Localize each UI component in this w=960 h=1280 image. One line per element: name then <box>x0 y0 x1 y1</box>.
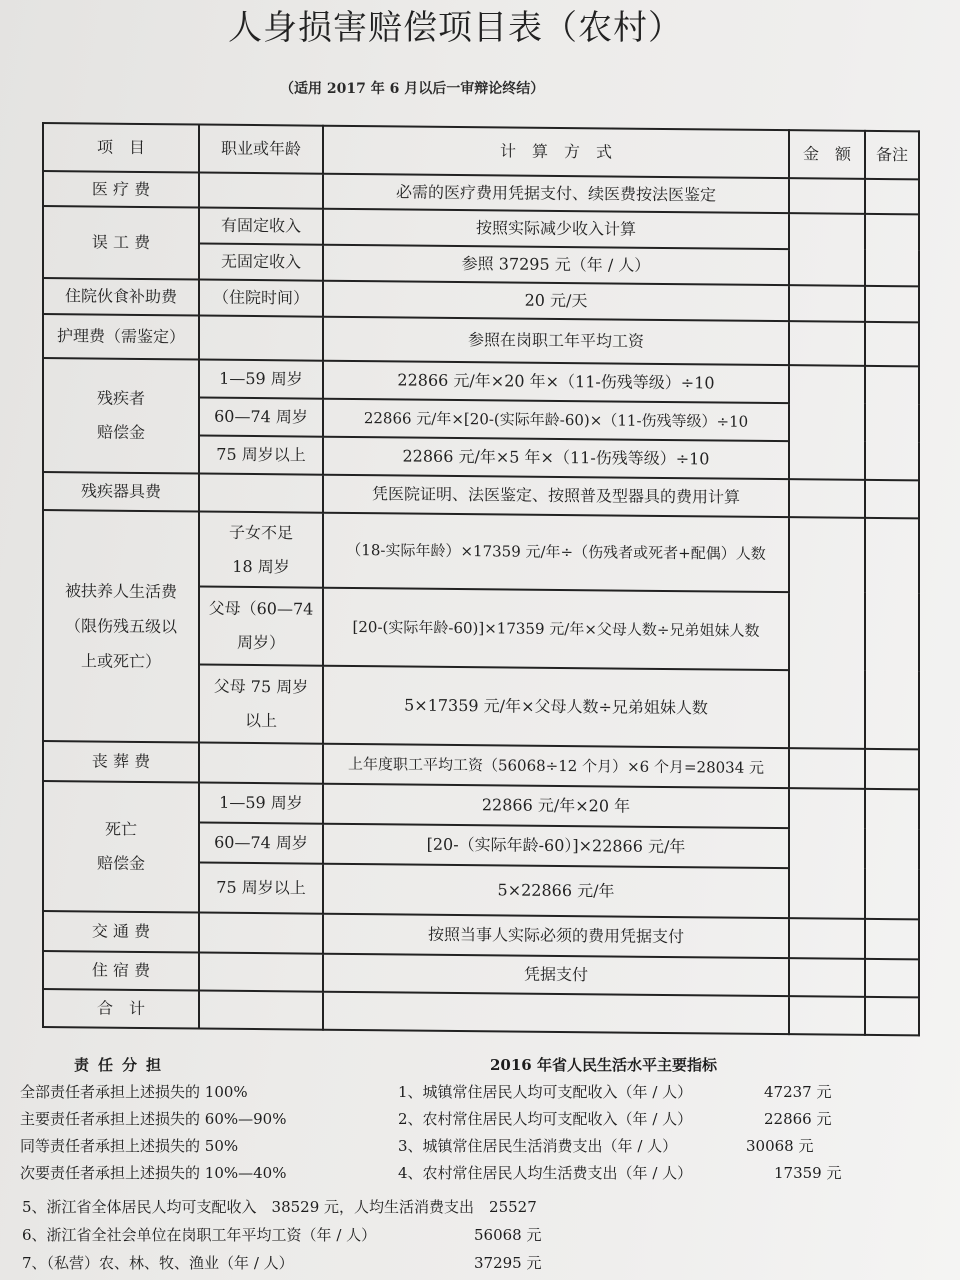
responsibility-section <box>20 1052 286 1187</box>
indicator-label: 7、（私营）农、林、牧、渔业（年 / 人） <box>22 1254 294 1272</box>
table-row <box>43 510 919 593</box>
item-cell: 护理费（需鉴定） <box>43 314 199 359</box>
age-cell <box>199 587 323 666</box>
note-cell[interactable] <box>865 366 919 481</box>
calc-cell: 按照当事人实际必须的费用凭据支付 <box>323 914 789 958</box>
calc-cell: 上年度职工平均工资（56068÷12 个月）×6 个月=28034 元 <box>323 744 789 788</box>
indicators-section <box>398 1052 842 1187</box>
indicators-heading: 2016 年省人民生活水平主要指标 <box>490 1056 717 1074</box>
note-cell[interactable] <box>865 518 919 750</box>
responsibility-item: 全部责任者承担上述损失的 100% <box>20 1083 248 1101</box>
item-line: 残疾者 <box>96 388 145 409</box>
document-subtitle: （适用 2017 年 6 月以后一审辩论终结） <box>280 81 545 97</box>
item-cell: 住院伙食补助费 <box>43 278 199 315</box>
indicator-label: 6、浙江省全社会单位在岗职工年平均工资（年 / 人） <box>22 1226 377 1244</box>
calc-cell: 5×17359 元/年×父母人数÷兄弟姐妹人数 <box>323 666 789 748</box>
responsibility-item: 主要责任者承担上述损失的 60%—90% <box>20 1110 287 1128</box>
note-cell[interactable] <box>865 286 919 323</box>
note-cell[interactable] <box>865 749 919 790</box>
age-cell: 60—74 周岁 <box>199 823 323 864</box>
age-line: 18 周岁 <box>232 556 290 576</box>
note-cell[interactable] <box>865 789 919 920</box>
calc-cell: 必需的医疗费用凭据支付、续医费按法医鉴定 <box>323 174 789 213</box>
indicator-row <box>398 1160 842 1187</box>
item-cell: 合 计 <box>43 989 199 1028</box>
header-note: 备注 <box>865 131 919 180</box>
item-cell <box>43 781 199 912</box>
age-line: 子女不足 <box>228 522 293 543</box>
table-header-row <box>43 123 919 179</box>
item-cell: 丧 葬 费 <box>43 741 199 782</box>
age-cell <box>199 743 323 784</box>
indicator-row <box>22 1221 542 1249</box>
amount-cell[interactable] <box>789 285 865 322</box>
amount-cell[interactable] <box>789 479 865 518</box>
header-item: 项 目 <box>43 123 199 172</box>
age-cell: 1—59 周岁 <box>199 783 323 824</box>
age-cell: 60—74 周岁 <box>199 398 323 437</box>
indicator-label: 2、农村常住居民人均可支配收入（年 / 人） <box>398 1110 693 1128</box>
item-cell <box>43 510 199 742</box>
age-line: 周岁） <box>236 632 285 653</box>
indicator-value: 17359 元 <box>774 1164 842 1182</box>
calc-cell: 22866 元/年×[20-(实际年龄-60)×（11-伤残等级）÷10 <box>323 399 789 441</box>
indicator-value: 22866 元 <box>764 1110 832 1128</box>
calc-cell: 凭据支付 <box>323 954 789 996</box>
indicator-value: 30068 元 <box>746 1137 814 1155</box>
item-line: 上或死亡） <box>80 651 161 672</box>
calc-cell: 22866 元/年×20 年×（11-伤残等级）÷10 <box>323 361 789 403</box>
extra-indicators <box>22 1193 542 1277</box>
indicator-label: 1、城镇常住居民人均可支配收入（年 / 人） <box>398 1083 693 1101</box>
note-cell[interactable] <box>865 322 919 367</box>
responsibility-heading: 责任分担 <box>74 1056 171 1074</box>
indicator-label: 3、城镇常住居民生活消费支出（年 / 人） <box>398 1137 678 1155</box>
note-cell[interactable] <box>865 919 919 960</box>
amount-cell[interactable] <box>789 178 865 214</box>
age-cell <box>199 173 323 209</box>
age-cell: 无固定收入 <box>199 244 323 281</box>
item-cell: 住 宿 费 <box>43 951 199 990</box>
item-cell <box>43 358 199 473</box>
age-cell <box>199 953 323 992</box>
age-cell <box>199 665 323 744</box>
age-cell: 75 周岁以上 <box>199 436 323 475</box>
calc-cell: 凭医院证明、法医鉴定、按照普及型器具的费用计算 <box>323 475 789 517</box>
age-cell: 75 周岁以上 <box>199 863 323 914</box>
calc-cell <box>323 992 789 1034</box>
indicator-row <box>398 1106 842 1133</box>
indicator-row <box>22 1193 542 1221</box>
age-line: 父母 75 周岁 <box>213 677 309 697</box>
header-amount: 金 额 <box>789 130 865 179</box>
note-cell[interactable] <box>865 997 919 1036</box>
header-calc: 计 算 方 式 <box>323 126 789 178</box>
age-cell: （住院时间） <box>199 280 323 317</box>
item-cell: 交 通 费 <box>43 911 199 952</box>
item-line: 赔偿金 <box>96 853 145 873</box>
item-cell: 医 疗 费 <box>43 171 199 207</box>
calc-cell: 20 元/天 <box>323 281 789 321</box>
age-line: 以上 <box>244 710 277 731</box>
table-row <box>43 206 919 250</box>
age-cell: 有固定收入 <box>199 208 323 245</box>
age-cell <box>199 991 323 1030</box>
amount-cell[interactable] <box>789 918 865 959</box>
table-row <box>43 781 919 829</box>
amount-cell[interactable] <box>789 748 865 789</box>
document-title: 人身损害赔偿项目表（农村） <box>228 8 683 48</box>
header-age: 职业或年龄 <box>199 125 323 174</box>
amount-cell[interactable] <box>789 213 865 286</box>
item-line: （限伤残五级以 <box>64 616 177 637</box>
amount-cell[interactable] <box>789 958 865 997</box>
note-cell[interactable] <box>865 959 919 998</box>
compensation-table <box>42 122 920 1036</box>
age-line: 父母（60—74 <box>208 599 314 620</box>
calc-cell: （18-实际年龄）×17359 元/年÷（伤残者或死者+配偶）人数 <box>323 513 789 592</box>
calc-cell: 22866 元/年×5 年×（11-伤残等级）÷10 <box>323 437 789 479</box>
indicator-row <box>398 1079 842 1106</box>
responsibility-item: 次要责任者承担上述损失的 10%—40% <box>20 1164 287 1182</box>
calc-cell: 5×22866 元/年 <box>323 864 789 918</box>
age-cell: 1—59 周岁 <box>199 360 323 399</box>
table-total-row <box>43 989 919 1035</box>
item-cell: 残疾器具费 <box>43 472 199 511</box>
indicator-row <box>22 1249 542 1277</box>
calc-cell: 22866 元/年×20 年 <box>323 784 789 828</box>
amount-cell[interactable] <box>789 365 865 480</box>
calc-cell: [20-（实际年龄-60）]×22866 元/年 <box>323 824 789 868</box>
age-cell <box>199 474 323 513</box>
calc-cell: 参照 37295 元（年 / 人） <box>323 245 789 285</box>
calc-cell: 参照在岗职工年平均工资 <box>323 317 789 365</box>
indicator-value: 37295 元 <box>474 1254 542 1272</box>
item-line: 赔偿金 <box>96 422 145 442</box>
amount-cell[interactable] <box>789 321 865 366</box>
responsibility-item: 同等责任者承担上述损失的 50% <box>20 1137 239 1155</box>
indicator-value: 56068 元 <box>474 1226 542 1244</box>
amount-cell[interactable] <box>789 788 865 919</box>
item-line: 死亡 <box>104 820 137 840</box>
age-cell <box>199 316 323 361</box>
note-cell[interactable] <box>865 214 919 287</box>
indicator-row <box>398 1133 842 1160</box>
age-cell <box>199 512 323 588</box>
item-line: 被扶养人生活费 <box>64 580 177 602</box>
indicator-label: 4、农村常住居民人均生活费支出（年 / 人） <box>398 1164 693 1182</box>
note-cell[interactable] <box>865 179 919 215</box>
calc-cell: [20-(实际年龄-60)]×17359 元/年×父母人数÷兄弟姐妹人数 <box>323 588 789 670</box>
note-cell[interactable] <box>865 480 919 519</box>
table-row <box>43 358 919 404</box>
age-cell <box>199 913 323 954</box>
item-cell: 误 工 费 <box>43 206 199 279</box>
amount-cell[interactable] <box>789 517 865 749</box>
indicator-label: 5、浙江省全体居民人均可支配收入 38529 元，人均生活消费支出 25527 <box>22 1198 537 1216</box>
calc-cell: 按照实际减少收入计算 <box>323 209 789 249</box>
amount-cell[interactable] <box>789 996 865 1035</box>
indicator-value: 47237 元 <box>764 1083 832 1101</box>
